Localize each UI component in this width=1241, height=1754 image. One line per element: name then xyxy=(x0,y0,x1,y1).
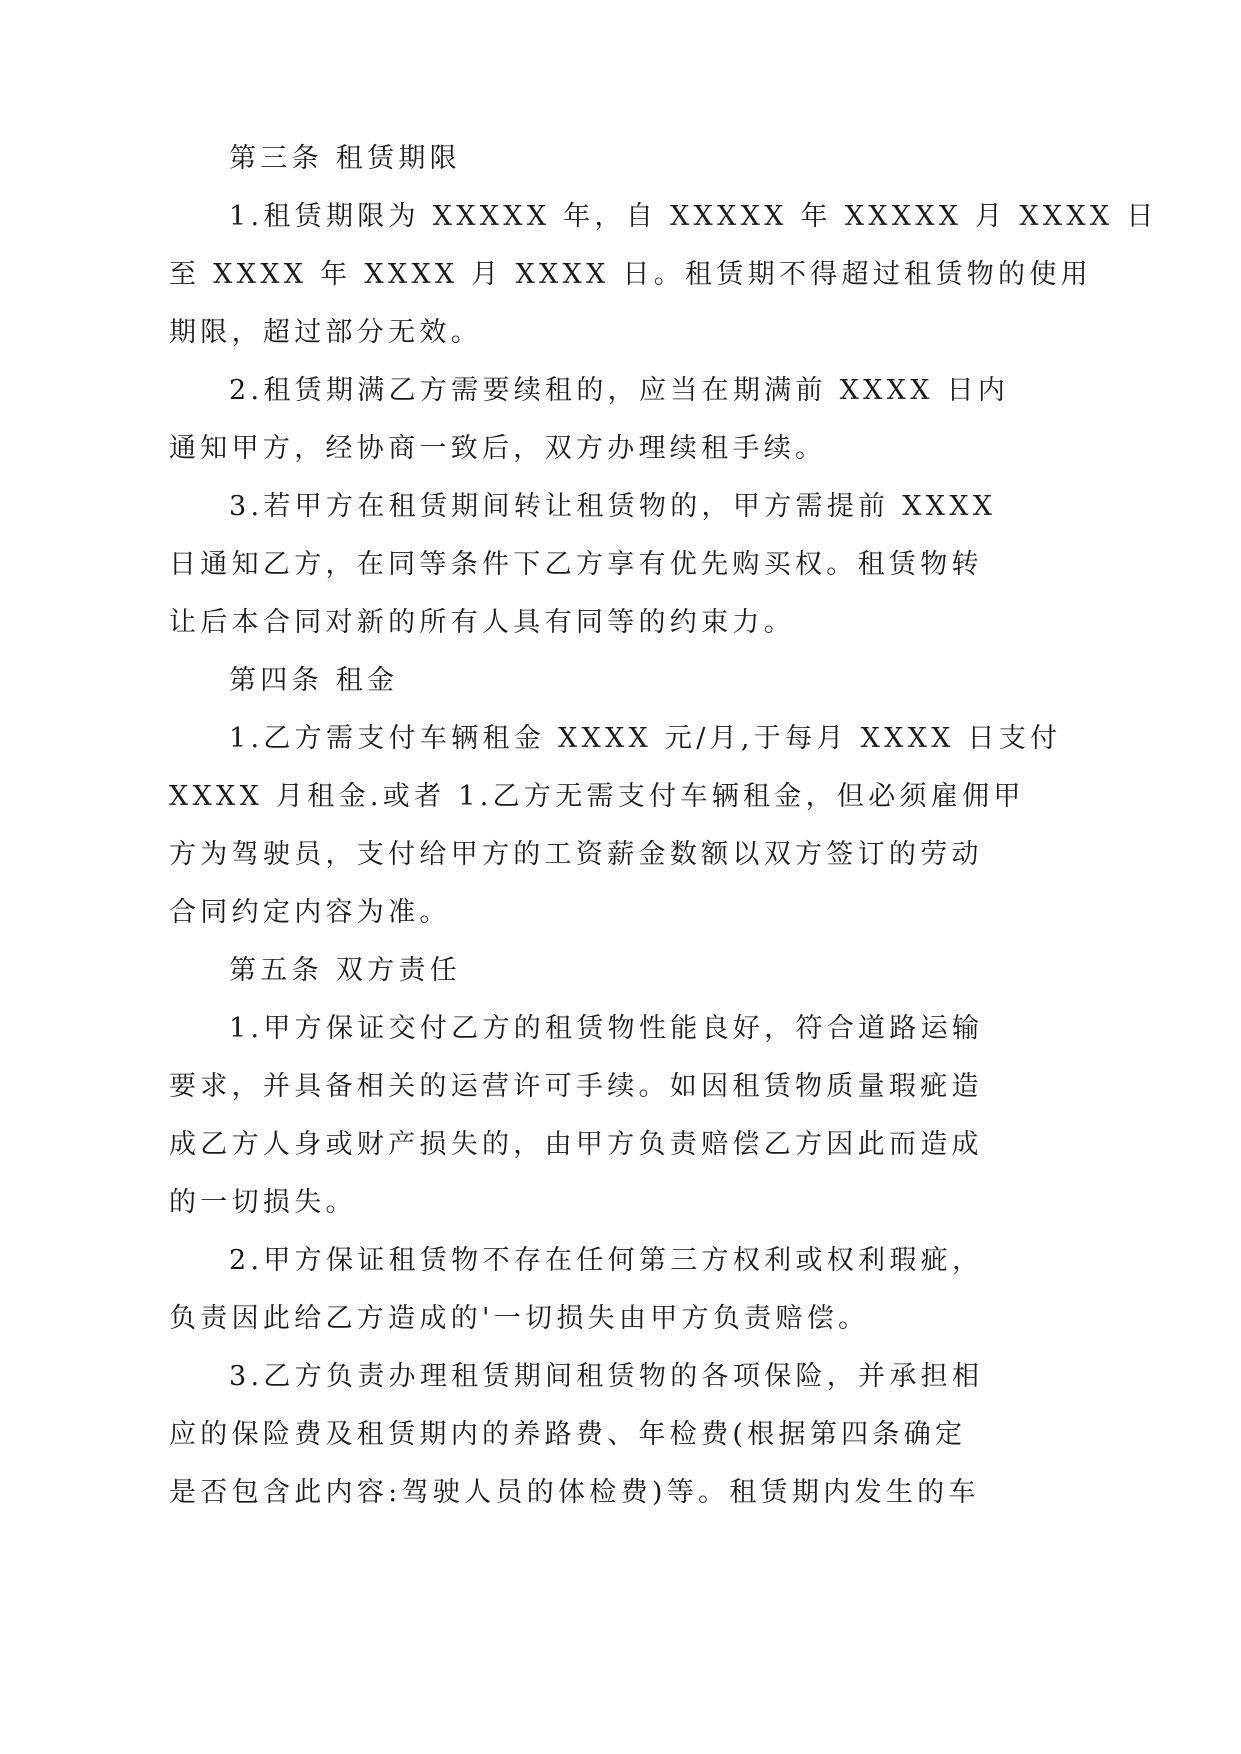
paragraph-line: 应的保险费及租赁期内的养路费、年检费(根据第四条确定 xyxy=(169,1419,967,1450)
paragraph-line: 要求，并具备相关的运营许可手续。如因租赁物质量瑕疵造 xyxy=(169,1071,983,1102)
paragraph-line: 负责因此给乙方造成的'一切损失由甲方负责赔偿。 xyxy=(169,1303,870,1334)
paragraph-line: 3.乙方负责办理租赁期间租赁物的各项保险，并承担相 xyxy=(229,1361,984,1392)
paragraph-line: 1.乙方需支付车辆租金 XXXX 元/月,于每月 XXXX 日支付 xyxy=(229,723,1062,754)
paragraph-line: 至 XXXX 年 XXXX 月 XXXX 日。租赁期不得超过租赁物的使用 xyxy=(169,259,1092,290)
paragraph-line: 通知甲方，经协商一致后，双方办理续租手续。 xyxy=(169,433,827,464)
paragraph-line: 1.租赁期限为 XXXXX 年，自 XXXXX 年 XXXXX 月 XXXX 日 xyxy=(229,201,1158,232)
article-3-heading: 第三条 租赁期限 xyxy=(229,143,461,174)
paragraph-line: 让后本合同对新的所有人具有同等的约束力。 xyxy=(169,607,795,638)
paragraph-line: 1.甲方保证交付乙方的租赁物性能良好，符合道路运输 xyxy=(229,1013,984,1044)
article-4-heading: 第四条 租金 xyxy=(229,665,399,696)
paragraph-line: 是否包含此内容:驾驶人员的体检费)等。租赁期内发生的车 xyxy=(169,1477,980,1508)
paragraph-line: 的一切损失。 xyxy=(169,1187,357,1218)
article-5-heading: 第五条 双方责任 xyxy=(229,955,461,986)
paragraph-line: 合同约定内容为准。 xyxy=(169,897,451,928)
paragraph-line: 期限，超过部分无效。 xyxy=(169,317,482,348)
document-body xyxy=(169,139,1158,1513)
paragraph-line: 日通知乙方，在同等条件下乙方享有优先购买权。租赁物转 xyxy=(169,549,983,580)
paragraph-line: 2.租赁期满乙方需要续租的，应当在期满前 XXXX 日内 xyxy=(229,375,1010,406)
paragraph-line: XXXX 月租金.或者 1.乙方无需支付车辆租金，但必须雇佣甲 xyxy=(169,781,1025,812)
paragraph-line: 成乙方人身或财产损失的，由甲方负责赔偿乙方因此而造成 xyxy=(169,1129,983,1160)
paragraph-line: 3.若甲方在租赁期间转让租赁物的，甲方需提前 XXXX xyxy=(229,491,997,522)
paragraph-line: 方为驾驶员，支付给甲方的工资薪金数额以双方签订的劳动 xyxy=(169,839,983,870)
paragraph-line: 2.甲方保证租赁物不存在任何第三方权利或权利瑕疵， xyxy=(229,1245,984,1276)
